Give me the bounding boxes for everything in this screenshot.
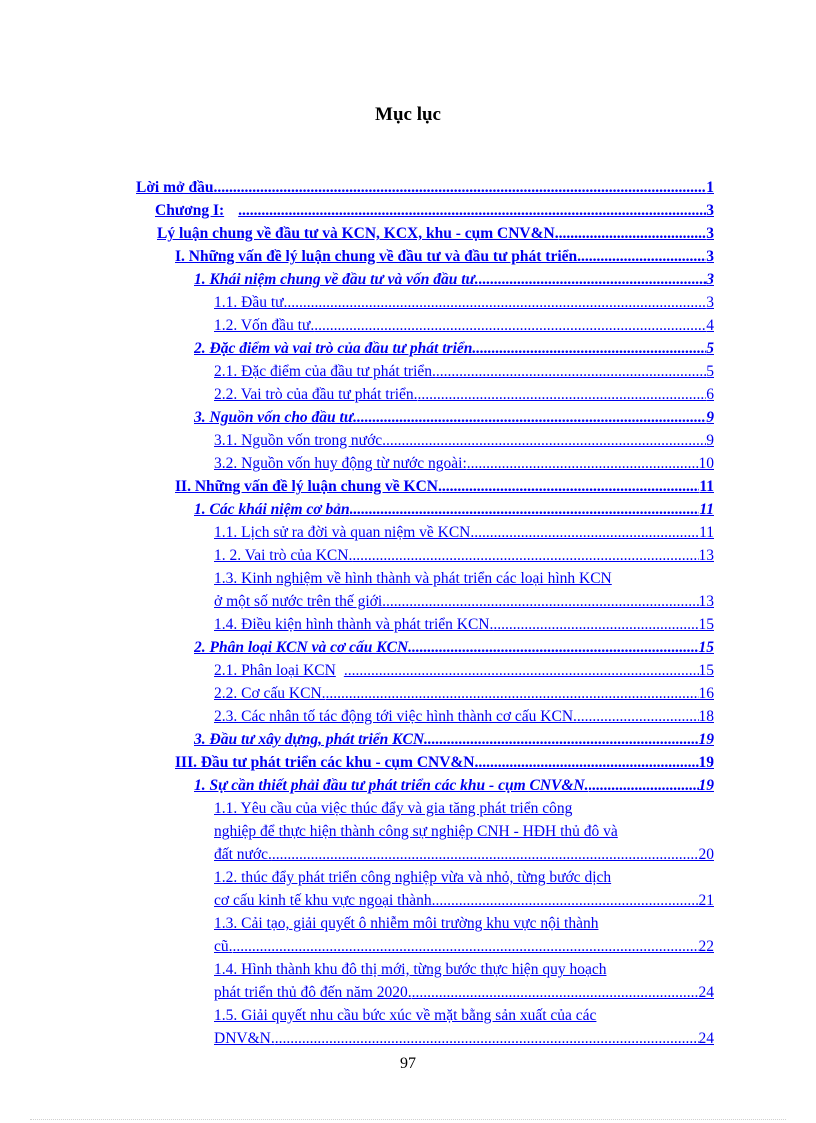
- toc-entry[interactable]: Chương I: ..... 3: [155, 199, 714, 222]
- toc-entry[interactable]: 3.1. Nguồn vốn trong nước. ..... 9: [214, 429, 714, 452]
- toc-entry[interactable]: 2. Đặc điểm và vai trò của đầu tư phát triển. ..... 5: [194, 337, 714, 360]
- page-number: 97: [400, 1055, 416, 1072]
- toc-entry[interactable]: 1.4. Điều kiện hình thành và phát triển KCN. ..... 15: [214, 613, 714, 636]
- toc-entry[interactable]: cơ cấu kinh tế khu vực ngoại thành. ..... 21: [214, 889, 714, 912]
- toc-entry-line[interactable]: 1.2. thúc đẩy phát triển công nghiệp vừa và nhỏ, từng bước dịch: [214, 869, 612, 886]
- toc-entry[interactable]: 2.1. Phân loại KCN ..... 15: [214, 659, 714, 682]
- toc-entry-line[interactable]: 1.5. Giải quyết nhu cầu bức xúc về mặt bằng sản xuất của các: [214, 1007, 597, 1024]
- toc-entry[interactable]: 1.1. Lịch sử ra đời và quan niệm về KCN. ..... 11: [214, 521, 714, 544]
- toc-entry[interactable]: 3. Đầu tư xây dựng, phát triển KCN. ..... 19: [194, 728, 714, 751]
- toc-entry[interactable]: 3.2. Nguồn vốn huy động từ nước ngoài: ..... 10: [214, 452, 714, 475]
- toc-entry-line[interactable]: 1.1. Yêu cầu của việc thúc đẩy và gia tăng phát triển công: [214, 800, 573, 817]
- toc-entry[interactable]: 1. Các khái niệm cơ bản ..... 11: [194, 498, 714, 521]
- toc-entry[interactable]: 2.2. Vai trò của đầu tư phát triển. ..... 6: [214, 383, 714, 406]
- toc-entry[interactable]: Lời mở đầu ..... 1: [136, 176, 714, 199]
- toc-entry[interactable]: III. Đầu tư phát triển các khu - cụm CNV&N. ..... 19: [175, 751, 714, 774]
- toc-entry-line[interactable]: 1.3. Cải tạo, giải quyết ô nhiễm môi trường khu vực nội thành: [214, 915, 599, 932]
- toc-entry[interactable]: I. Những vấn đề lý luận chung về đầu tư và đầu tư phát triển. ..... 3: [175, 245, 714, 268]
- toc-entry[interactable]: 1.2. Vốn đầu tư. ..... 4: [214, 314, 714, 337]
- toc-entry[interactable]: 2.2. Cơ cấu KCN. ..... 16: [214, 682, 714, 705]
- toc-entry[interactable]: Lý luận chung về đầu tư và KCN, KCX, khu - cụm CNV&N. ..... 3: [157, 222, 714, 245]
- toc-entry[interactable]: 2.1. Đặc điểm của đầu tư phát triển. ..... 5: [214, 360, 714, 383]
- page-bottom-divider: [30, 1119, 786, 1120]
- page-title: Mục lục: [375, 104, 441, 125]
- toc-entry[interactable]: 2. Phân loại KCN và cơ cấu KCN. ..... 15: [194, 636, 714, 659]
- toc-entry[interactable]: 3. Nguồn vốn cho đầu tư. ..... 9: [194, 406, 714, 429]
- toc-entry-line[interactable]: 1.4. Hình thành khu đô thị mới, từng bước thực hiện quy hoạch: [214, 961, 607, 978]
- toc-entry[interactable]: DNV&N. ..... 24: [214, 1027, 714, 1050]
- toc-entry[interactable]: 1.1. Đầu tư. ..... 3: [214, 291, 714, 314]
- toc-entry[interactable]: 1. Sự cần thiết phải đầu tư phát triển các khu - cụm CNV&N. ..... 19: [194, 774, 714, 797]
- toc-entry[interactable]: 2.3. Các nhân tố tác động tới việc hình thành cơ cấu KCN. ..... 18: [214, 705, 714, 728]
- toc-entry-line[interactable]: nghiệp để thực hiện thành công sự nghiệp CNH - HĐH thủ đô và: [214, 823, 618, 840]
- toc-entry[interactable]: II. Những vấn đề lý luận chung về KCN. ..... 11: [175, 475, 714, 498]
- toc-entry-line[interactable]: 1.3. Kinh nghiệm về hình thành và phát triển các loại hình KCN: [214, 570, 612, 587]
- toc-entry[interactable]: ở một số nước trên thế giới. ..... 13: [214, 590, 714, 613]
- toc-entry[interactable]: phát triển thủ đô đến năm 2020. ..... 24: [214, 981, 714, 1004]
- toc-entry[interactable]: đất nước. ..... 20: [214, 843, 714, 866]
- toc-entry[interactable]: 1. Khái niệm chung về đầu tư và vốn đầu tư. ..... 3: [194, 268, 714, 291]
- toc-entry[interactable]: cũ. ..... 22: [214, 935, 714, 958]
- toc-entry[interactable]: 1. 2. Vai trò của KCN. ..... 13: [214, 544, 714, 567]
